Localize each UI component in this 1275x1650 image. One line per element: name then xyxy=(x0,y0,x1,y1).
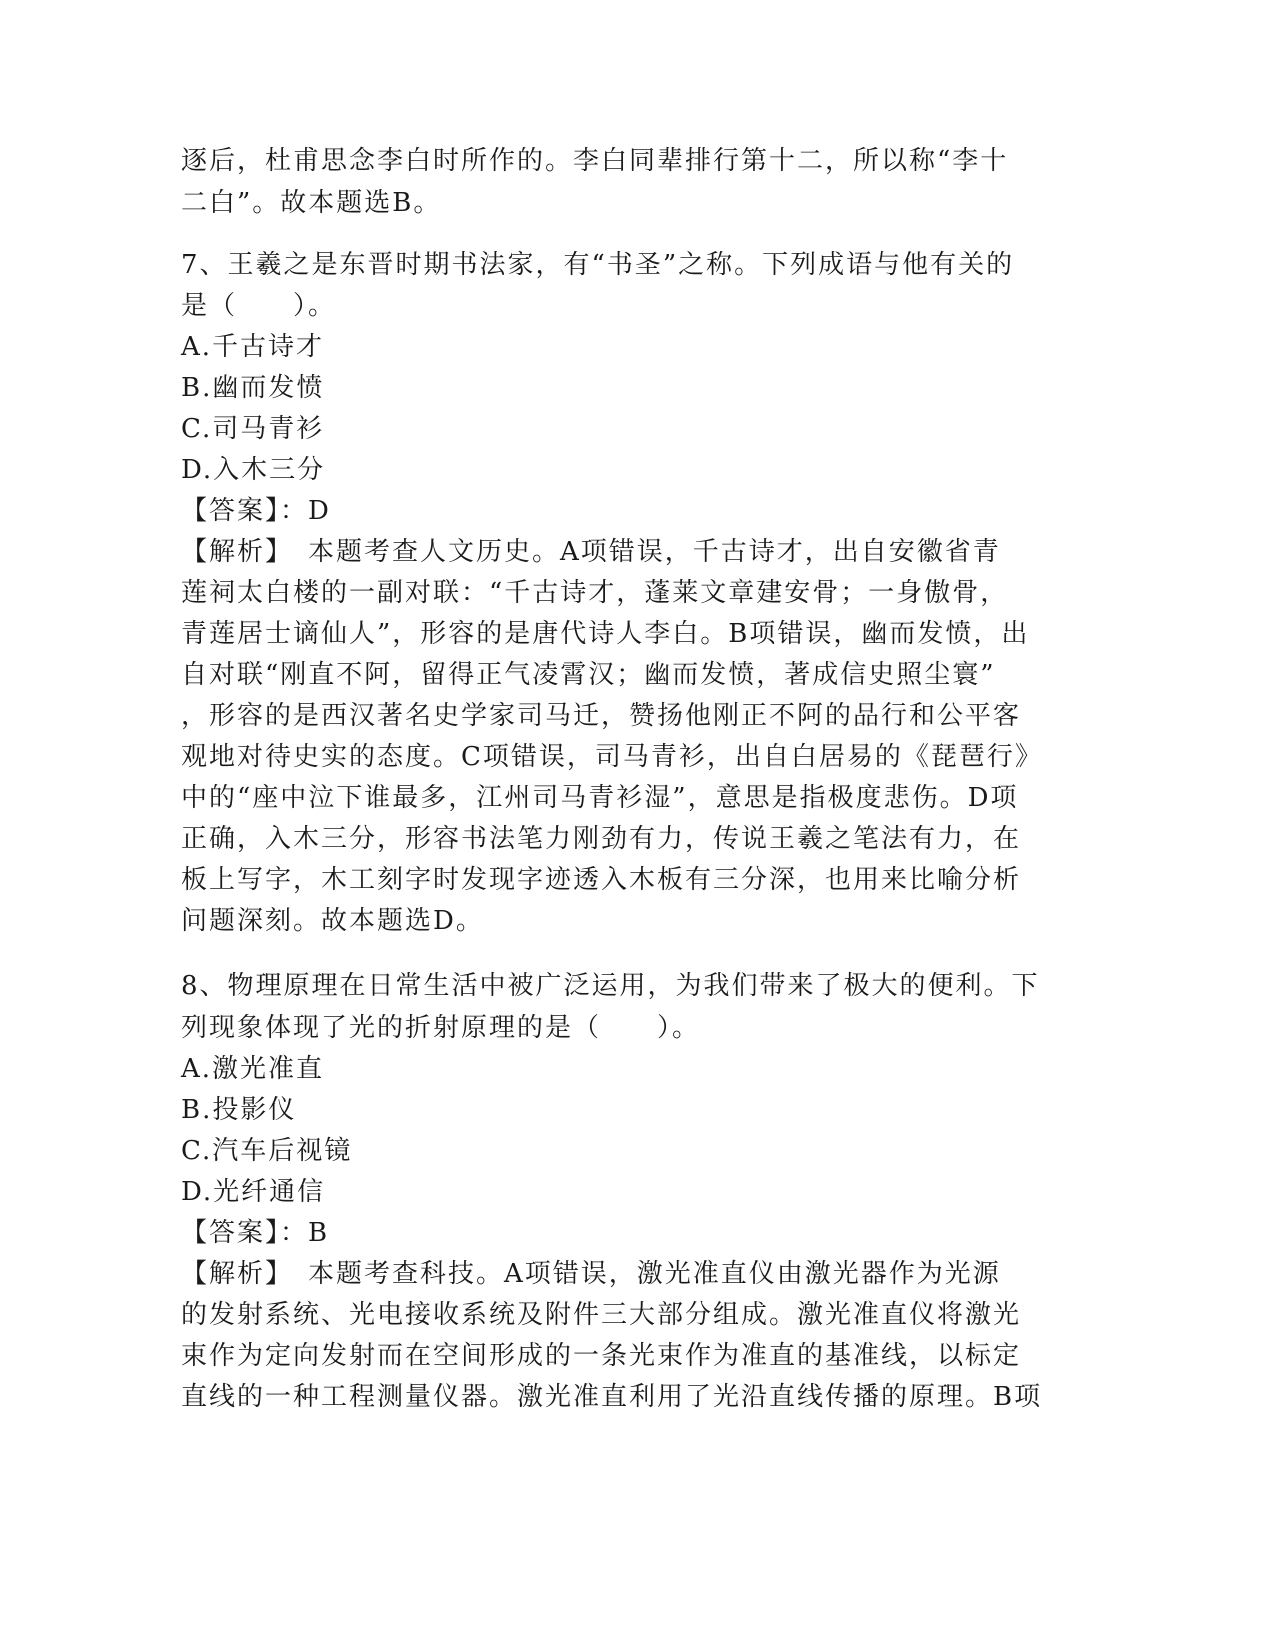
question-8-option-d: D.光纤通信 xyxy=(181,1177,326,1207)
question-7-analysis-line: 【解析】 本题考查人文历史。A项错误，千古诗才，出自安徽省青 xyxy=(181,537,1001,567)
question-8-stem: 8、物理原理在日常生活中被广泛运用，为我们带来了极大的便利。下 xyxy=(181,971,1040,1001)
question-7-analysis-line: 青莲居士谪仙人”，形容的是唐代诗人李白。B项错误，幽而发愤，出 xyxy=(181,619,1030,649)
question-7-option-a: A.千古诗才 xyxy=(181,332,325,362)
question-7-analysis-line: 问题深刻。故本题选D。 xyxy=(181,906,484,936)
question-7-analysis-line: 正确，入木三分，形容书法笔力刚劲有力，传说王羲之笔法有力，在 xyxy=(181,824,1022,854)
question-7-analysis-line: ，形容的是西汉著名史学家司马迁，赞扬他刚正不阿的品行和公平客 xyxy=(181,701,1022,731)
question-8-option-a: A.激光准直 xyxy=(181,1054,325,1084)
question-7-option-c: C.司马青衫 xyxy=(181,414,325,444)
question-7-option-d: D.入木三分 xyxy=(181,455,326,485)
question-8-analysis-line: 【解析】 本题考查科技。A项错误，激光准直仪由激光器作为光源 xyxy=(181,1259,1001,1289)
question-8-analysis-line: 束作为定向发射而在空间形成的一条光束作为准直的基准线，以标定 xyxy=(181,1341,1022,1371)
question-7-stem: 7、王羲之是东晋时期书法家，有“书圣”之称。下列成语与他有关的 xyxy=(181,250,1015,280)
question-7-analysis-line: 板上写字，木工刻字时发现字迹透入木板有三分深，也用来比喻分析 xyxy=(181,865,1022,895)
question-7-analysis-line: 观地对待史实的态度。C项错误，司马青衫，出自白居易的《琵琶行》 xyxy=(181,742,1043,772)
question-7-option-b: B.幽而发愤 xyxy=(181,373,325,403)
question-7-analysis-line: 中的“座中泣下谁最多，江州司马青衫湿”，意思是指极度悲伤。D项 xyxy=(181,783,1019,813)
question-8-option-c: C.汽车后视镜 xyxy=(181,1136,353,1166)
question-7-answer: 【答案】：D xyxy=(181,496,331,526)
intro-line: 二白”。故本题选B。 xyxy=(181,188,442,218)
question-7-analysis-line: 莲祠太白楼的一副对联：“千古诗才，蓬莱文章建安骨；一身傲骨， xyxy=(181,578,1009,608)
intro-line: 逐后，杜甫思念李白时所作的。李白同辈排行第十二，所以称“李十 xyxy=(181,146,1009,176)
question-8-option-b: B.投影仪 xyxy=(181,1095,297,1125)
question-8-analysis-line: 直线的一种工程测量仪器。激光准直利用了光沿直线传播的原理。B项 xyxy=(181,1382,1043,1412)
question-8-analysis-line: 的发射系统、光电接收系统及附件三大部分组成。激光准直仪将激光 xyxy=(181,1300,1022,1330)
question-7-stem: 是（ ）。 xyxy=(181,291,337,321)
question-8-stem: 列现象体现了光的折射原理的是（ ）。 xyxy=(181,1013,701,1043)
question-8-answer: 【答案】：B xyxy=(181,1218,330,1248)
question-7-analysis-line: 自对联“刚直不阿，留得正气凌霄汉；幽而发愤，著成信史照尘寰” xyxy=(181,660,996,690)
